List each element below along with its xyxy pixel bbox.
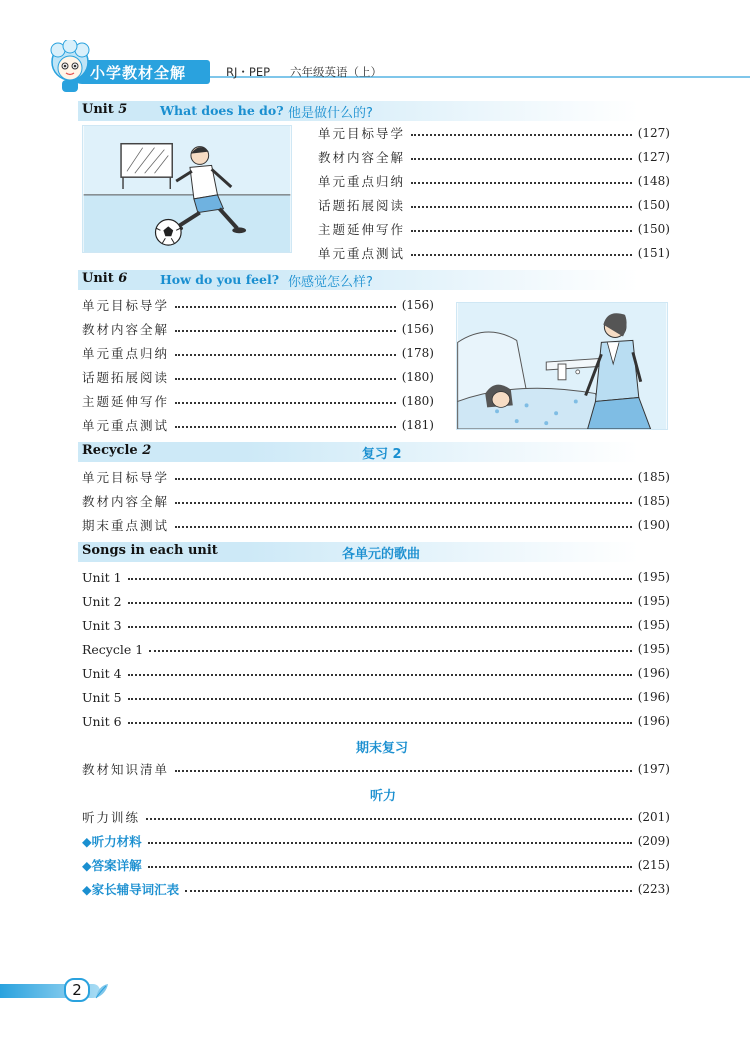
toc-row[interactable]: 单元重点归纳 (178) [82, 346, 434, 361]
toc-row[interactable]: 听力训练 (201) [82, 810, 670, 825]
section-title-cn: 他是做什么的? [288, 106, 373, 121]
toc-row[interactable]: Unit 2 (195) [82, 593, 670, 609]
toc-row[interactable]: Recycle 1 (195) [82, 641, 670, 657]
toc-row[interactable]: 教材知识清单 (197) [82, 762, 670, 777]
section-tag: Unit 6 [82, 271, 128, 286]
toc-row[interactable]: 教材内容全解 (185) [82, 494, 670, 509]
toc-row[interactable]: Unit 4 (196) [82, 665, 670, 681]
toc-row[interactable]: Unit 6 (196) [82, 713, 670, 729]
section-tag: Unit 5 [82, 102, 128, 117]
toc-row[interactable]: ◆答案详解 (215) [82, 858, 670, 873]
page-footer [0, 980, 750, 1010]
grade-subject-label: 六年级英语（上） [290, 65, 382, 79]
section-title-cn: 各单元的歌曲 [342, 547, 421, 562]
section-title-en: What does he do? [160, 103, 284, 118]
book-title: 小学教材全解 [90, 64, 187, 82]
soccer-boy-illustration [82, 125, 292, 253]
edition-label: RJ・PEP [226, 65, 271, 79]
toc-row[interactable]: 教材内容全解 (127) [318, 150, 670, 165]
section-tag: Recycle 2 [82, 443, 152, 458]
toc-row[interactable]: 单元重点测试 (181) [82, 418, 434, 433]
toc-row[interactable]: 单元目标导学 (185) [82, 470, 670, 485]
section-header-unit6 [78, 270, 638, 290]
toc-row[interactable]: 话题拓展阅读 (150) [318, 198, 670, 213]
section-header-songs [78, 542, 638, 562]
page-header [0, 40, 750, 90]
section-title-cn: 你感觉怎么样? [288, 275, 373, 290]
toc-row[interactable]: 主题延伸写作 (150) [318, 222, 670, 237]
sick-girl-illustration [456, 302, 668, 430]
section-title-listening: 听力 [370, 789, 397, 804]
section-title-cn: 复习 2 [362, 447, 402, 462]
toc-row[interactable]: ◆家长辅导词汇表 (223) [82, 882, 670, 897]
toc-row[interactable]: 期末重点测试 (190) [82, 518, 670, 533]
section-title-en: How do you feel? [160, 272, 280, 287]
toc-row[interactable]: ◆听力材料 (209) [82, 834, 670, 849]
section-title-final-review: 期末复习 [356, 741, 409, 756]
toc-row[interactable]: 教材内容全解 (156) [82, 322, 434, 337]
section-tag: Songs in each unit [82, 543, 218, 558]
toc-row[interactable]: Unit 1 (195) [82, 569, 670, 585]
toc-row[interactable]: 单元目标导学 (127) [318, 126, 670, 141]
section-header-unit5 [78, 101, 638, 121]
toc-row[interactable]: 单元目标导学 (156) [82, 298, 434, 313]
toc-row[interactable]: 单元重点归纳 (148) [318, 174, 670, 189]
leaf-icon [94, 982, 110, 1000]
toc-row[interactable]: Unit 3 (195) [82, 617, 670, 633]
toc-row[interactable]: Unit 5 (196) [82, 689, 670, 705]
toc-row[interactable]: 主题延伸写作 (180) [82, 394, 434, 409]
toc-row[interactable]: 单元重点测试 (151) [318, 246, 670, 261]
page-number: 2 [64, 978, 90, 1002]
toc-row[interactable]: 话题拓展阅读 (180) [82, 370, 434, 385]
section-header-recycle2 [78, 442, 638, 462]
